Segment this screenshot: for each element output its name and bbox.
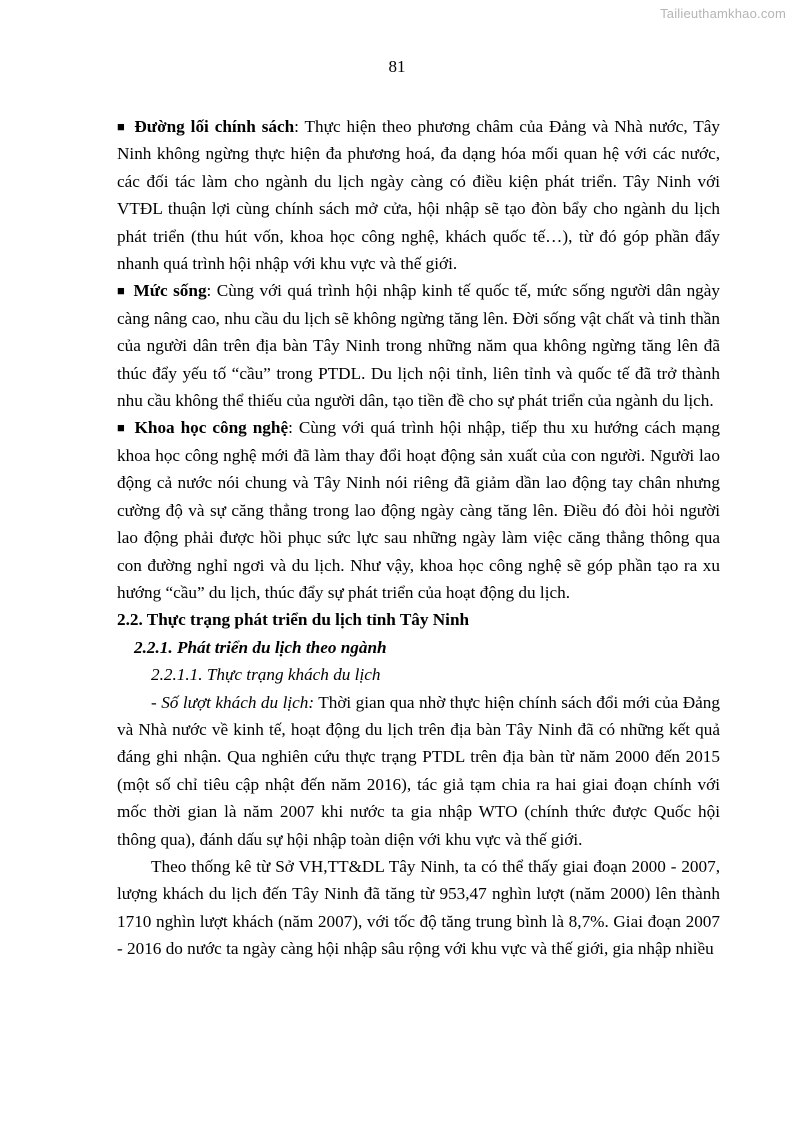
policy-paragraph [117,113,720,277]
technology-text: : Cùng với quá trình hội nhập, tiếp thu xu hướng cách mạng khoa học công nghệ mới đã làm thay đổi hoạt động sản xuất của con người. Người lao động cả nước nói chung và Tây Ninh nói riêng đã giảm dần lao động tay chân nhưng cường độ và sự căng thẳng trong lao động ngày càng tăng lên. Điều đó đòi hỏi người lao động phải được hồi phục sức lực sau những ngày làm việc căng thẳng thông qua con đường nghỉ ngơi và du lịch. Như vậy, khoa học công nghệ sẽ góp phần tạo ra xu hướng “cầu” du lịch, thúc đẩy sự phát triển của hoạt động du lịch. [117,418,721,602]
living-standard-text: : Cùng với quá trình hội nhập kinh tế quốc tế, mức sống người dân ngày càng nâng cao, nhu cầu du lịch sẽ không ngừng tăng lên. Đời sống vật chất và tinh thần của người dân trên địa bàn Tây Ninh trong những năm qua không ngừng tăng lên đã thúc đẩy yếu tố “cầu” trong PTDL. Du lịch nội tỉnh, liên tỉnh và quốc tế đã trở thành nhu cầu không thể thiếu của người dân, tạo tiền đề cho sự phát triển của ngành du lịch. [117,281,720,411]
square-bullet-icon: ■ [117,420,127,436]
policy-heading: Đường lối chính sách [134,117,295,136]
technology-heading: Khoa học công nghệ [134,418,289,438]
watermark: Tailieuthamkhao.com [660,6,786,21]
section-heading-2-2-1: 2.2.1. Phát triển du lịch theo ngành [134,637,387,657]
technology-paragraph [117,414,720,606]
living-standard-heading: Mức sống [133,281,207,301]
section-heading-2-2-1-1: 2.2.1.1. Thực trạng khách du lịch [151,665,381,685]
statistics-paragraph: Theo thống kê từ Sở VH,TT&DL Tây Ninh, ta có thể thấy giai đoạn 2000 - 2007, lượng khách du lịch đến Tây Ninh đã tăng từ 953,47 nghìn lượt (năm 2000) lên thành 1710 nghìn lượt khách (năm 2007), với tốc độ tăng trung bình là 8,7%. Giai đoạn 2007 - 2016 do nước ta ngày càng hội nhập sâu rộng với khu vực và thế giới, gia nhập nhiều [117,856,720,959]
square-bullet-icon: ■ [117,119,127,134]
document-body [117,113,720,963]
visitor-count-lead: - Số lượt khách du lịch: [151,692,315,712]
visitor-count-paragraph [117,689,720,853]
visitor-count-text: Thời gian qua nhờ thực hiện chính sách đổi mới của Đảng và Nhà nước về kinh tế, hoạt động du lịch trên địa bàn Tây Ninh đã có những kết quả đáng ghi nhận. Qua nghiên cứu thực trạng PTDL trên địa bàn từ năm 2000 đến 2015 (một số chỉ tiêu cập nhật đến năm 2016), tác giả tạm chia ra hai giai đoạn chính với mốc thời gian là năm 2007 khi nước ta gia nhập WTO (chính thức được Quốc hội thông qua), đánh dấu sự hội nhập toàn diện với khu vực và thế giới. [117,692,720,849]
section-heading-2-2: 2.2. Thực trạng phát triển du lịch tỉnh Tây Ninh [117,610,470,630]
policy-text: : Thực hiện theo phương châm của Đảng và Nhà nước, Tây Ninh không ngừng thực hiện đa phương hoá, đa dạng hóa mối quan hệ với các nước, các đối tác làm cho ngành du lịch ngày càng có điều kiện phát triển. Tây Ninh với VTĐL thuận lợi cùng chính sách mở cửa, hội nhập sẽ tạo đòn bẩy cho ngành du lịch phát triển (thu hút vốn, khoa học công nghệ, khách quốc tế…), từ đó góp phần đẩy nhanh quá trình hội nhập với khu vực và thế giới. [117,117,721,274]
page-number: 81 [388,57,406,76]
square-bullet-icon: ■ [117,283,127,299]
living-standard-paragraph [117,277,720,414]
